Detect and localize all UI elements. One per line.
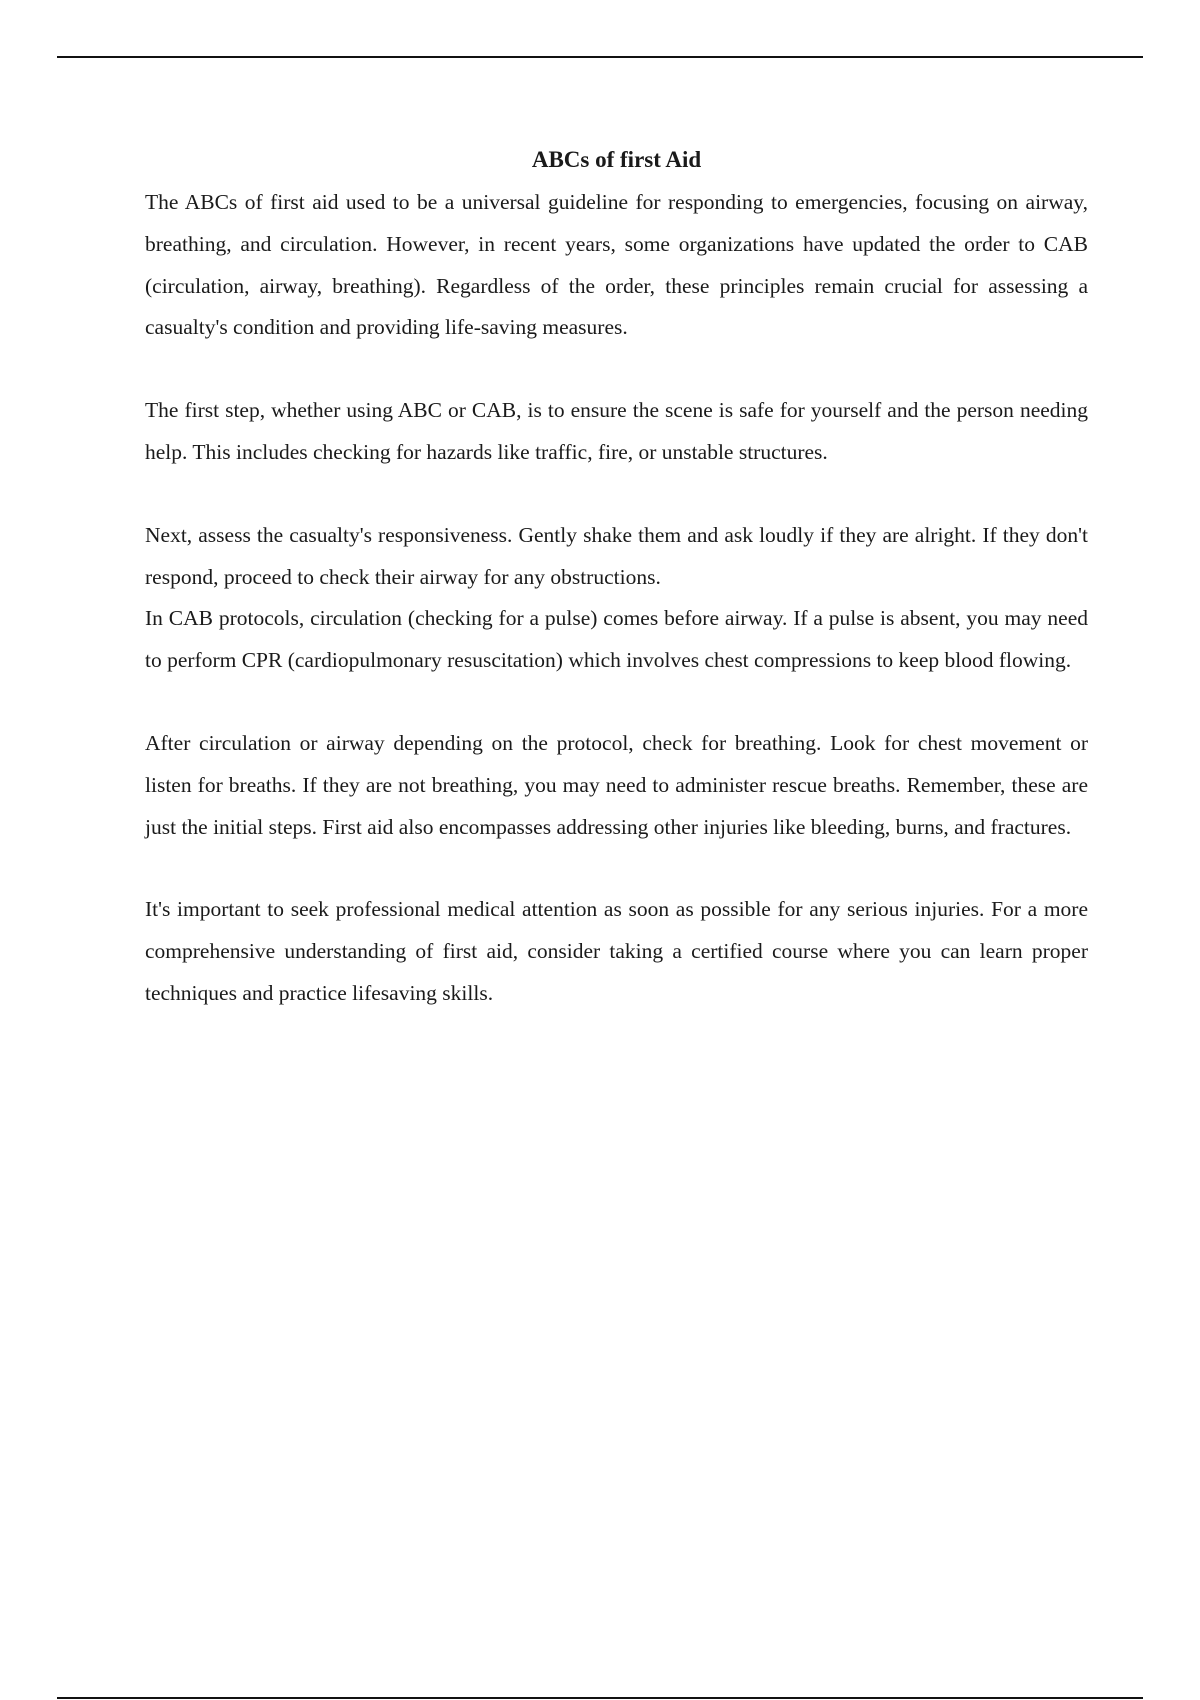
paragraph-intro: The ABCs of first aid used to be a universal guideline for responding to emergencies, focusing on airway, breathing, and circulation. However, in recent years, some organizations have updated the order to CAB (circulation, airway, breathing). Regardless of the order, these principles remain crucial for assessing a casualty's condition and providing life-saving measures.	[145, 190, 1088, 340]
paragraph-spacer	[145, 848, 1088, 889]
header-rule	[57, 56, 1143, 58]
paragraph-spacer	[145, 474, 1088, 515]
footer-rule	[57, 1697, 1143, 1699]
paragraph-medical-attention: It's important to seek professional medical attention as soon as possible for any serious injuries. For a more comprehensive understanding of first aid, consider taking a certified course where you can learn proper techniques and practice lifesaving skills.	[145, 897, 1088, 1005]
document-body	[145, 143, 1088, 1015]
paragraph-spacer	[145, 349, 1088, 390]
paragraph-cab-circulation: In CAB protocols, circulation (checking for a pulse) comes before airway. If a pulse is absent, you may need to perform CPR (cardiopulmonary resuscitation) which involves chest compressions to keep blood flowing.	[145, 606, 1088, 673]
paragraph-scene-safety: The first step, whether using ABC or CAB, is to ensure the scene is safe for yourself and the person needing help. This includes checking for hazards like traffic, fire, or unstable structures.	[145, 398, 1088, 464]
paragraph-spacer	[145, 682, 1088, 723]
document-title: ABCs of first Aid	[531, 147, 702, 172]
paragraph-breathing: After circulation or airway depending on the protocol, check for breathing. Look for chest movement or listen for breaths. If they are not breathing, you may need to administer rescue breaths. Remember, these are just the initial steps. First aid also encompasses addressing other injuries like bleeding, burns, and fractures.	[145, 730, 1088, 839]
paragraph-responsiveness: Next, assess the casualty's responsiveness. Gently shake them and ask loudly if they are alright. If they don't respond, proceed to check their airway for any obstructions.	[145, 522, 1088, 589]
